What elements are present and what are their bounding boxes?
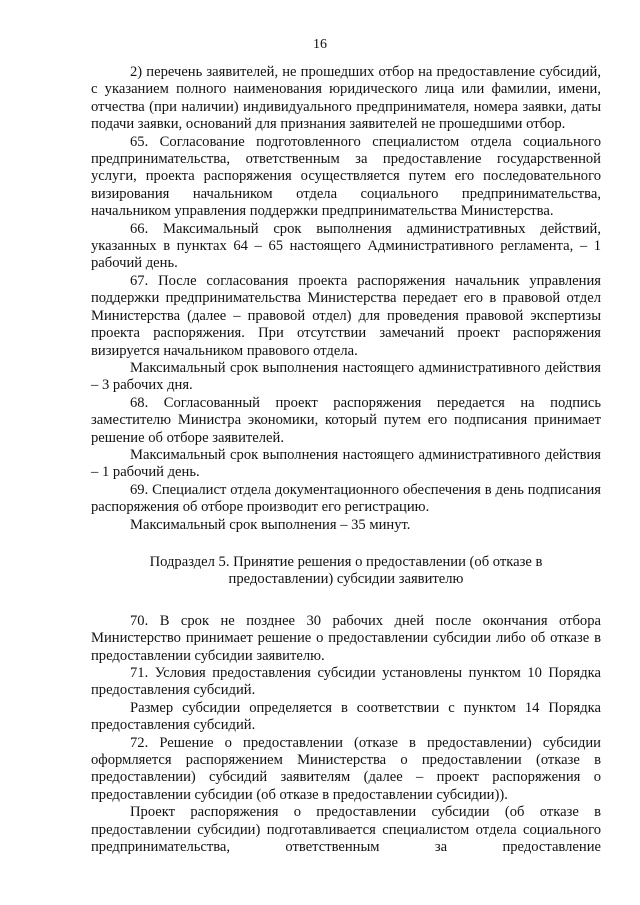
paragraph-66: 66. Максимальный срок выполнения административных действий, указанных в пунктах 64 – 65 настоящего Административного регламента, – 1 рабочий день.: [91, 220, 601, 272]
paragraph-65: 65. Согласование подготовленного специалистом отдела социального предпринимательства, ответственным за предоставление государственной услуги, проекта распоряжения осуществляется путем его последовательного визирования начальником отдела социального предпринимательства, начальником управления поддержки предпринимательства Министерства.: [91, 133, 601, 220]
paragraph-72: 72. Решение о предоставлении (отказе в предоставлении) субсидии оформляется распоряжением Министерства о предоставлении (отказе в предоставлении) субсидий заявителям (далее – проект распоряжения о предоставлении субсидии (об отказе в предоставлении субсидии)).: [91, 734, 601, 803]
paragraph-max-term-3-days: Максимальный срок выполнения настоящего административного действия – 3 рабочих дня.: [91, 359, 601, 394]
document-body: [91, 64, 601, 856]
paragraph-67: 67. После согласования проекта распоряжения начальник управления поддержки предпринимательства Министерства передает его в правовой отдел Министерства (далее – правовой отдел) для проведения правовой экспертизы проекта распоряжения. При отсутствии замечаний проект распоряжения визируется начальником правового отдела.: [91, 272, 601, 359]
paragraph-71: 71. Условия предоставления субсидии установлены пунктом 10 Порядка предоставления субсидий.: [91, 665, 601, 699]
paragraph-70: 70. В срок не позднее 30 рабочих дней после окончания отбора Министерство принимает решение о предоставлении субсидии либо об отказе в предоставлении субсидии заявителю.: [91, 612, 601, 664]
paragraph-max-term-1-day: Максимальный срок выполнения настоящего административного действия – 1 рабочий день.: [91, 446, 601, 481]
subsection-heading: Подраздел 5. Принятие решения о предоставлении (об отказе в предоставлении) субсидии заявителю: [149, 553, 543, 588]
paragraph-list-item-2: 2) перечень заявителей, не прошедших отбор на предоставление субсидий, с указанием полного наименования юридического лица или фамилии, имени, отчества (при наличии) индивидуального предпринимателя, номера заявки, даты подачи заявки, оснований для признания заявителей не прошедшими отбор.: [91, 64, 601, 133]
paragraph-68: 68. Согласованный проект распоряжения передается на подпись заместителю Министра экономики, который путем его подписания принимает решение об отборе заявителей.: [91, 394, 601, 446]
paragraph-subsidy-amount: Размер субсидии определяется в соответствии с пунктом 14 Порядка предоставления субсидий.: [91, 699, 601, 734]
paragraph-draft-order: Проект распоряжения о предоставлении субсидии (об отказе в предоставлении субсидии) подготавливается специалистом отдела социального предпринимательства, ответственным за предоставление: [91, 804, 601, 856]
paragraph-max-term-35-min: Максимальный срок выполнения – 35 минут.: [130, 516, 411, 533]
page-number: 16: [313, 37, 327, 52]
paragraph-69: 69. Специалист отдела документационного обеспечения в день подписания распоряжения об отборе производит его регистрацию.: [91, 481, 601, 516]
